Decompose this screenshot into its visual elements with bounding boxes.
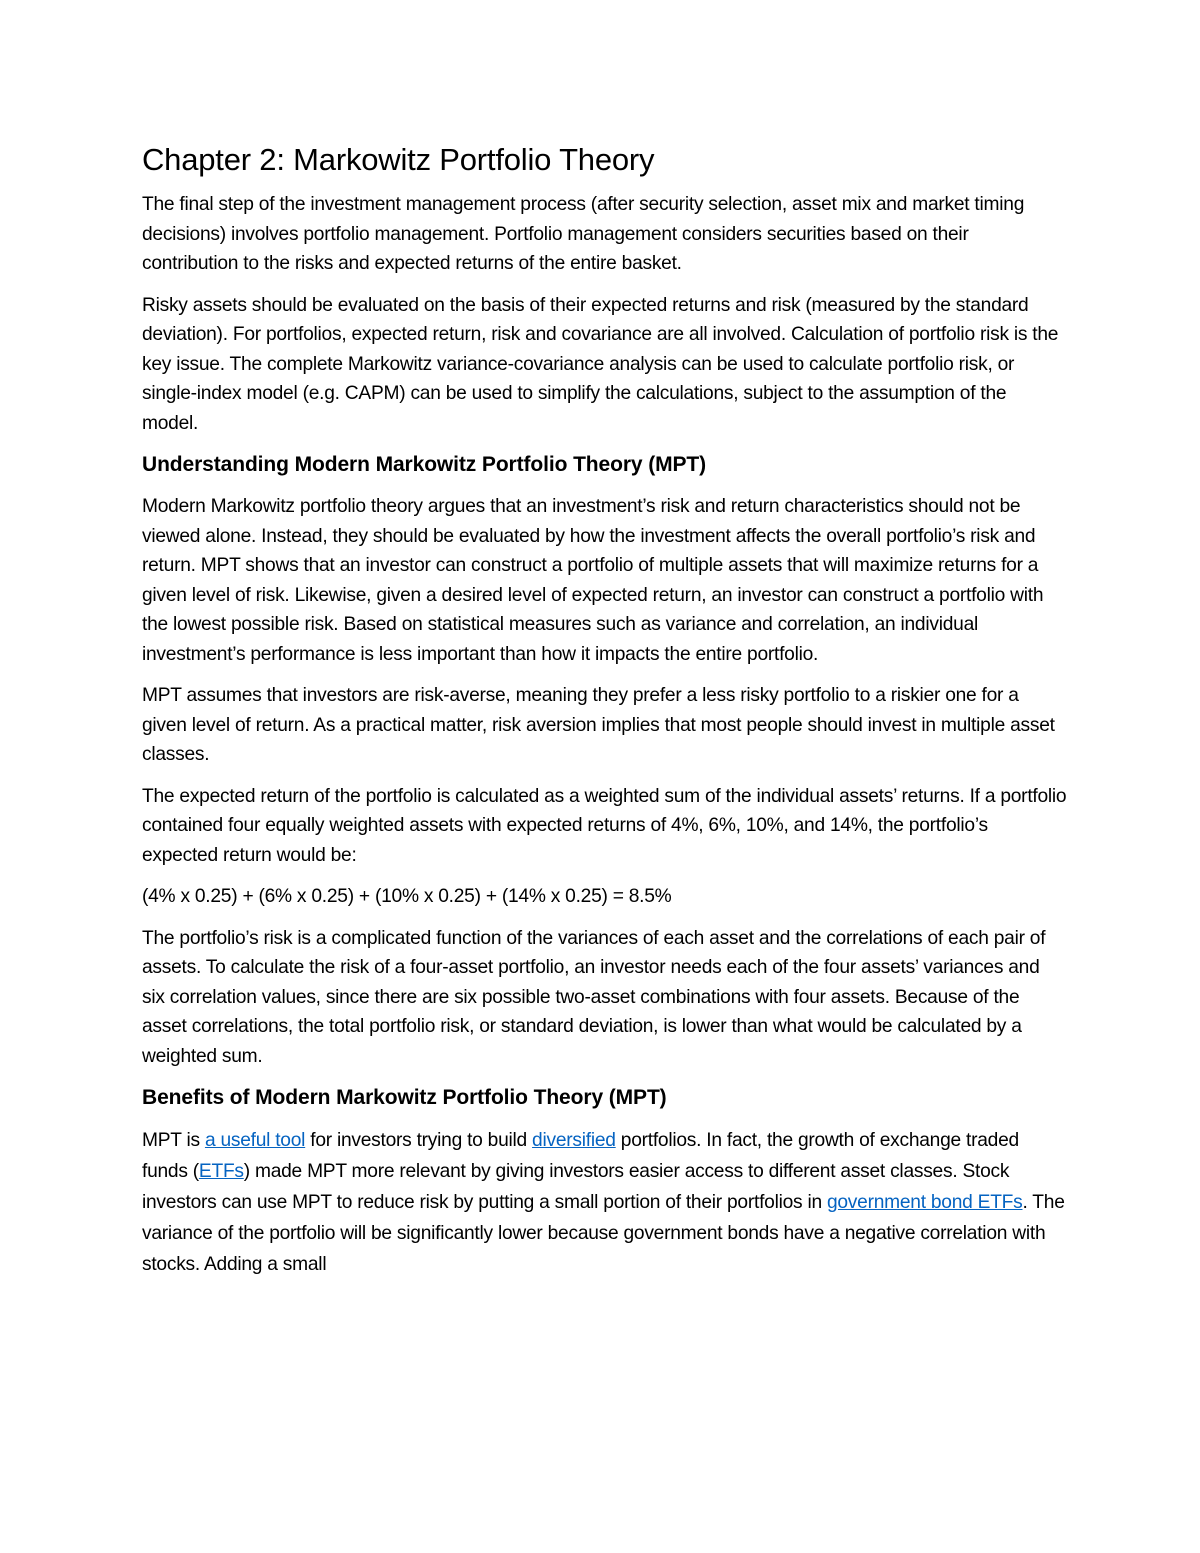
understanding-mpt-heading: Understanding Modern Markowitz Portfolio Theory (MPT) bbox=[142, 453, 707, 476]
expected-return-formula: (4% x 0.25) + (6% x 0.25) + (10% x 0.25) + (14% x 0.25) = 8.5% bbox=[142, 886, 672, 907]
understanding-paragraph-4: The portfolio’s risk is a complicated function of the variances of each asset and the correlations of each pair of assets. To calculate the risk of a four-asset portfolio, an investor needs each of the four assets’ variances and six correlation values, since there are six possible two-asset combinations with four assets. Because of the asset correlations, the total portfolio risk, or standard deviation, is lower than what would be calculated by a weighted sum. bbox=[142, 927, 1046, 1067]
document-page bbox=[142, 140, 1067, 1292]
benefits-paragraph-1 bbox=[142, 1125, 1067, 1280]
understanding-paragraph-2: MPT assumes that investors are risk-averse, meaning they prefer a less risky portfolio to a riskier one for a given level of return. As a practical matter, risk aversion implies that most people should invest in multiple asset classes. bbox=[142, 685, 1055, 765]
benefits-text-1: MPT is bbox=[142, 1130, 205, 1151]
intro-paragraph-2: Risky assets should be evaluated on the basis of their expected returns and risk (measured by the standard deviation). For portfolios, expected return, risk and covariance are all involved. Calculation of portfolio risk is the key issue. The complete Markowitz variance-covariance analysis can be used to calculate portfolio risk, or single-index model (e.g. CAPM) can be used to simplify the calculations, subject to the assumption of the model. bbox=[142, 294, 1059, 434]
benefits-text-3: portfolios. In fact, the growth of exchange traded funds ( bbox=[142, 1130, 1019, 1182]
benefits-mpt-heading: Benefits of Modern Markowitz Portfolio Theory (MPT) bbox=[142, 1086, 667, 1109]
benefits-text-4: ) made MPT more relevant by giving investors easier access to different asset classes. Stock investors can use MPT to reduce risk by putting a small portion of their portfolios in bbox=[142, 1161, 1010, 1213]
benefits-text-5: . The variance of the portfolio will be significantly lower because government bonds have a negative correlation with stocks. Adding a small bbox=[142, 1192, 1065, 1275]
understanding-paragraph-3: The expected return of the portfolio is calculated as a weighted sum of the individual assets’ returns. If a portfolio contained four equally weighted assets with expected returns of 4%, 6%, 10%, and 14%, the portfolio’s expected return would be: bbox=[142, 785, 1067, 866]
useful-tool-link[interactable]: a useful tool bbox=[204, 1130, 306, 1151]
government-bond-etfs-link[interactable]: government bond ETFs bbox=[826, 1192, 1023, 1213]
benefits-text-2: for investors trying to build bbox=[305, 1130, 533, 1151]
understanding-paragraph-1: Modern Markowitz portfolio theory argues that an investment’s risk and return characteristics should not be viewed alone. Instead, they should be evaluated by how the investment affects the overall portfolio’s risk and return. MPT shows that an investor can construct a portfolio of multiple assets that will maximize returns for a given level of risk. Likewise, given a desired level of expected return, an investor can construct a portfolio with the lowest possible risk. Based on statistical measures such as variance and correlation, an individual investment’s performance is less important than how it impacts the entire portfolio. bbox=[142, 496, 1044, 665]
etfs-link[interactable]: ETFs bbox=[198, 1161, 244, 1182]
diversified-link[interactable]: diversified bbox=[532, 1130, 616, 1151]
chapter-title: Chapter 2: Markowitz Portfolio Theory bbox=[142, 142, 655, 177]
intro-paragraph-1: The final step of the investment management process (after security selection, asset mix and market timing decisions) involves portfolio management. Portfolio management considers securities based on their contribution to the risks and expected returns of the entire basket. bbox=[142, 194, 1025, 274]
